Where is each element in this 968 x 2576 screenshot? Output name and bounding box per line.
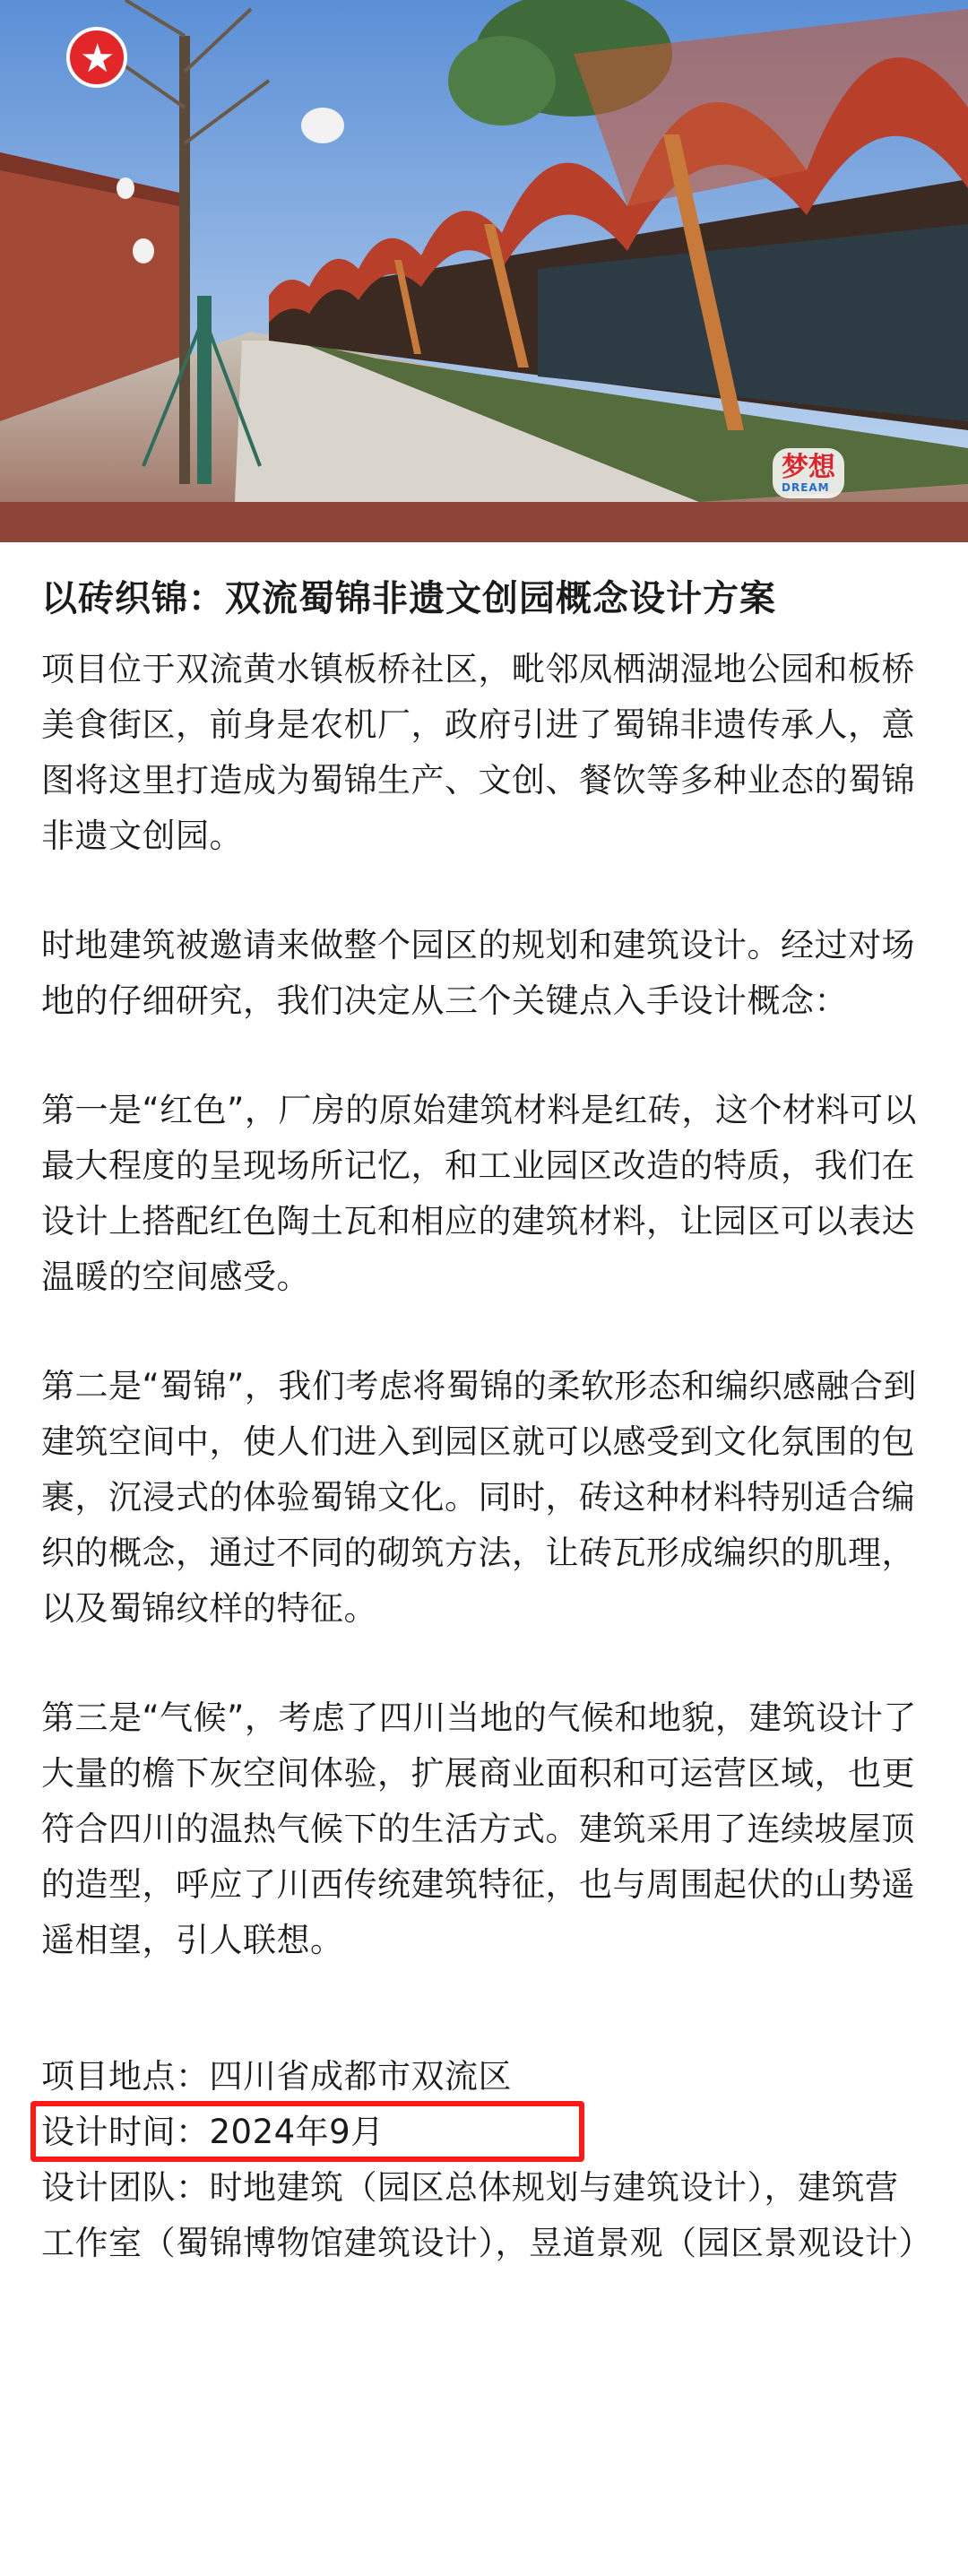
paragraph-shujin: 第二是“蜀锦”，我们考虑将蜀锦的柔软形态和编织感融合到建筑空间中，使人们进入到园区就可以感受到文化氛围的包裹，沉浸式的体验蜀锦文化。同时，砖这种材料特别适合编织的概念，通过不同的砌筑方法，让砖瓦形成编织的肌理，以及蜀锦纹样的特征。 xyxy=(41,1367,917,1628)
cctv-logo-icon xyxy=(66,27,127,88)
dream-logo: 梦想 DREAM xyxy=(773,448,844,498)
hero-photo xyxy=(0,0,968,542)
article-title: 以砖织锦：双流蜀锦非遗文创园概念设计方案 xyxy=(41,578,776,619)
project-location: 项目地点：四川省成都市双流区 xyxy=(41,2057,512,2096)
design-team: 设计团队：时地建筑（园区总体规划与建筑设计），建筑营工作室（蜀锦博物馆建筑设计），昱道景观（园区景观设计） xyxy=(41,2168,932,2262)
project-info xyxy=(41,2049,932,2271)
red-highlight-box xyxy=(30,2101,584,2162)
paragraph-red: 第一是“红色”，厂房的原始建筑材料是红砖，这个材料可以最大程度的呈现场所记忆，和工业园区改造的特质，我们在设计上搭配红色陶土瓦和相应的建筑材料，让园区可以表达温暖的空间感受。 xyxy=(41,1091,917,1296)
paragraph-intro: 项目位于双流黄水镇板桥社区，毗邻凤栖湖湿地公园和板桥美食街区，前身是农机厂，政府引进了蜀锦非遗传承人，意图将这里打造成为蜀锦生产、文创、餐饮等多种业态的蜀锦非遗文创园。 xyxy=(41,650,915,855)
article-body xyxy=(41,556,932,2271)
design-time-line xyxy=(41,2105,929,2160)
design-time: 设计时间：2024年9月 xyxy=(41,2113,385,2151)
paragraph-climate: 第三是“气候”，考虑了四川当地的气候和地貌，建筑设计了大量的檐下灰空间体验，扩展商业面积和可运营区域，也更符合四川的温热气候下的生活方式。建筑采用了连续坡屋顶的造型，呼应了川西传统建筑特征，也与周围起伏的山势遥遥相望，引人联想。 xyxy=(41,1699,917,1959)
paragraph-invitation: 时地建筑被邀请来做整个园区的规划和建筑设计。经过对场地的仔细研究，我们决定从三个关键点入手设计概念： xyxy=(41,926,915,1020)
